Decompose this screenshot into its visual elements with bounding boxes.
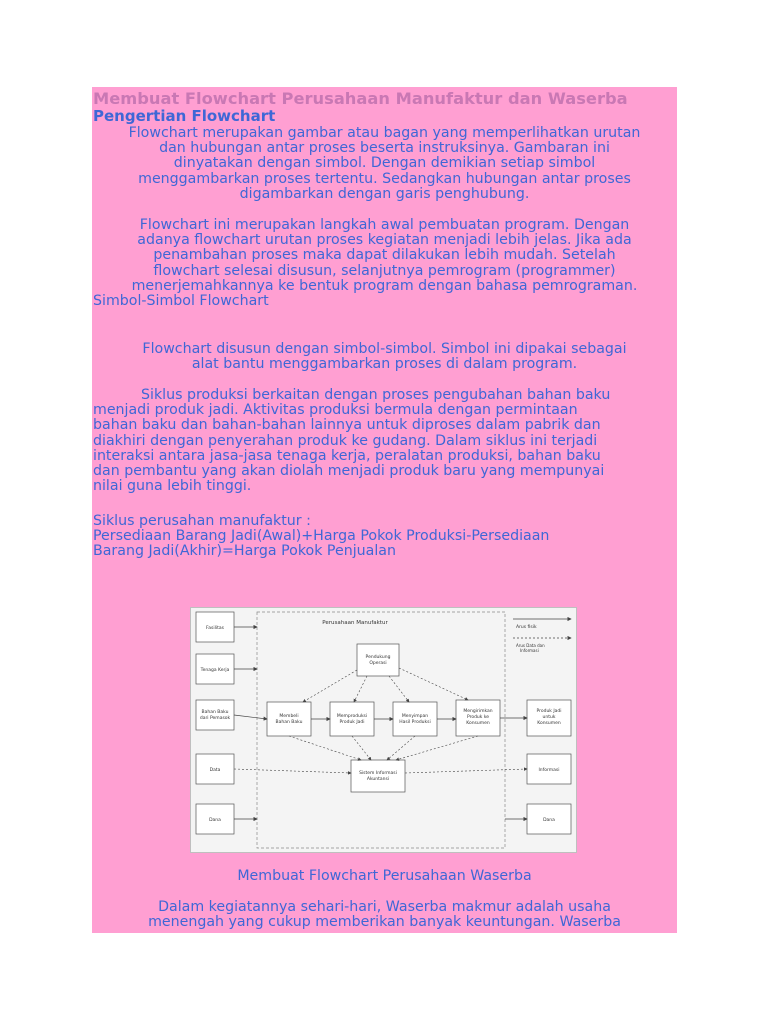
- text-line: Dalam kegiatannya sehari-hari, Waserba makmur adalah usaha: [158, 899, 611, 915]
- text-line: Flowchart disusun dengan simbol-simbol. Simbol ini dipakai sebagai: [142, 341, 627, 357]
- box-mengirimkan-3: Konsumen: [466, 721, 490, 726]
- paragraph-4: [92, 388, 677, 494]
- paragraph-2: [92, 218, 677, 309]
- section-heading-pengertian: Pengertian Flowchart: [93, 107, 276, 125]
- box-tenaga-kerja: Tenaga Kerja: [200, 668, 230, 673]
- box-produk-jadi: Produk Jadi: [536, 709, 562, 714]
- box-dana: Dana: [209, 818, 221, 823]
- legend-data-flow-2: Informasi: [520, 648, 539, 653]
- document-page: [92, 87, 677, 933]
- text-line: nilai guna lebih tinggi.: [93, 478, 252, 495]
- paragraph-6: [92, 900, 677, 930]
- box-memproduksi-2: Produk Jadi: [339, 720, 365, 725]
- box-menyimpan-2: Hasil Produksi: [399, 720, 431, 725]
- text-line: diakhiri dengan penyerahan produk ke gudang. Dalam siklus ini terjadi: [93, 432, 598, 449]
- caption-block: [92, 869, 677, 884]
- text-line: Flowchart ini merupakan langkah awal pembuatan program. Dengan: [139, 217, 630, 233]
- text-line: Siklus perusahan manufaktur :: [93, 513, 311, 529]
- document-title: Membuat Flowchart Perusahaan Manufaktur dan Waserba: [93, 89, 628, 108]
- text-line: interaksi antara jasa-jasa tenaga kerja, peralatan produksi, bahan baku: [93, 447, 601, 464]
- box-informasi: Informasi: [538, 768, 560, 773]
- box-mengirimkan: Mengirimkan: [463, 709, 493, 714]
- box-produk-jadi-3: Konsumen: [537, 721, 561, 726]
- box-bahan-baku: Bahan Baku: [201, 710, 229, 715]
- text-line: bahan baku dan bahan-bahan lainnya untuk diproses dalam pabrik dan: [93, 417, 601, 434]
- figure-header: Perusahaan Manufaktur: [322, 620, 388, 626]
- box-menyimpan: Menyimpan: [401, 714, 429, 719]
- text-line: menerjemahkannya ke bentuk program dengan bahasa pemrograman.: [131, 277, 638, 294]
- section-heading-waserba: Membuat Flowchart Perusahaan Waserba: [237, 868, 532, 884]
- text-line: dinyatakan dengan simbol. Dengan demikian setiap simbol: [173, 155, 596, 172]
- document-header: [92, 89, 677, 125]
- box-pendukung-operasi-2: Operasi: [369, 661, 387, 666]
- text-line: adanya flowchart urutan proses kegiatan menjadi lebih jelas. Jika ada: [137, 232, 632, 249]
- box-mengirimkan-2: Produk ke: [466, 715, 490, 720]
- section-heading-simbol: Simbol-Simbol Flowchart: [93, 293, 269, 310]
- manufacturing-flowchart-figure: [190, 607, 577, 853]
- text-line: flowchart selesai disusun, selanjutnya pemrogram (programmer): [153, 262, 616, 279]
- text-line: menggambarkan proses tertentu. Sedangkan hubungan antar proses: [138, 170, 631, 187]
- box-data: Data: [209, 768, 221, 773]
- box-pendukung-operasi: Pendukung: [365, 655, 391, 660]
- text-line: Siklus produksi berkaitan dengan proses pengubahan bahan baku: [141, 387, 611, 403]
- text-line: dan hubungan antar proses beserta instruksinya. Gambaran ini: [159, 140, 610, 157]
- box-membeli-bahan-baku: Membeli: [279, 714, 299, 719]
- legend-physical-flow: Arus fisik: [516, 625, 537, 630]
- box-sistem-informasi-2: Akuntansi: [366, 777, 390, 782]
- text-line: dan pembantu yang akan diolah menjadi produk baru yang mempunyai: [93, 463, 605, 480]
- text-line: Barang Jadi(Akhir)=Harga Pokok Penjualan: [93, 543, 396, 560]
- text-line: digambarkan dengan garis penghubung.: [239, 185, 530, 202]
- text-line: penambahan proses maka dapat dilakukan lebih mudah. Setelah: [153, 247, 616, 264]
- paragraph-3: [92, 342, 677, 372]
- box-sistem-informasi: Sistem Informasi: [359, 771, 397, 776]
- paragraph-5: [92, 514, 677, 560]
- paragraph-1: [92, 126, 677, 202]
- box-fasilitas: Fasilitas: [206, 626, 224, 631]
- box-bahan-baku-2: dari Pemasok: [199, 716, 231, 721]
- text-line: menjadi produk jadi. Aktivitas produksi bermula dengan permintaan: [93, 402, 578, 419]
- text-line: alat bantu menggambarkan proses di dalam program.: [191, 356, 578, 373]
- box-dana-out: Dana: [543, 818, 555, 823]
- box-produk-jadi-2: untuk: [542, 715, 556, 720]
- text-line: Persediaan Barang Jadi(Awal)+Harga Pokok Produksi-Persediaan: [93, 528, 550, 545]
- text-line: menengah yang cukup memberikan banyak keuntungan. Waserba: [148, 914, 621, 931]
- box-memproduksi: Memproduksi: [336, 714, 368, 719]
- legend-data-flow: Arus Data dan: [516, 643, 545, 648]
- box-membeli-bahan-baku-2: Bahan Baku: [275, 720, 303, 725]
- text-line: Flowchart merupakan gambar atau bagan yang memperlihatkan urutan: [128, 125, 641, 141]
